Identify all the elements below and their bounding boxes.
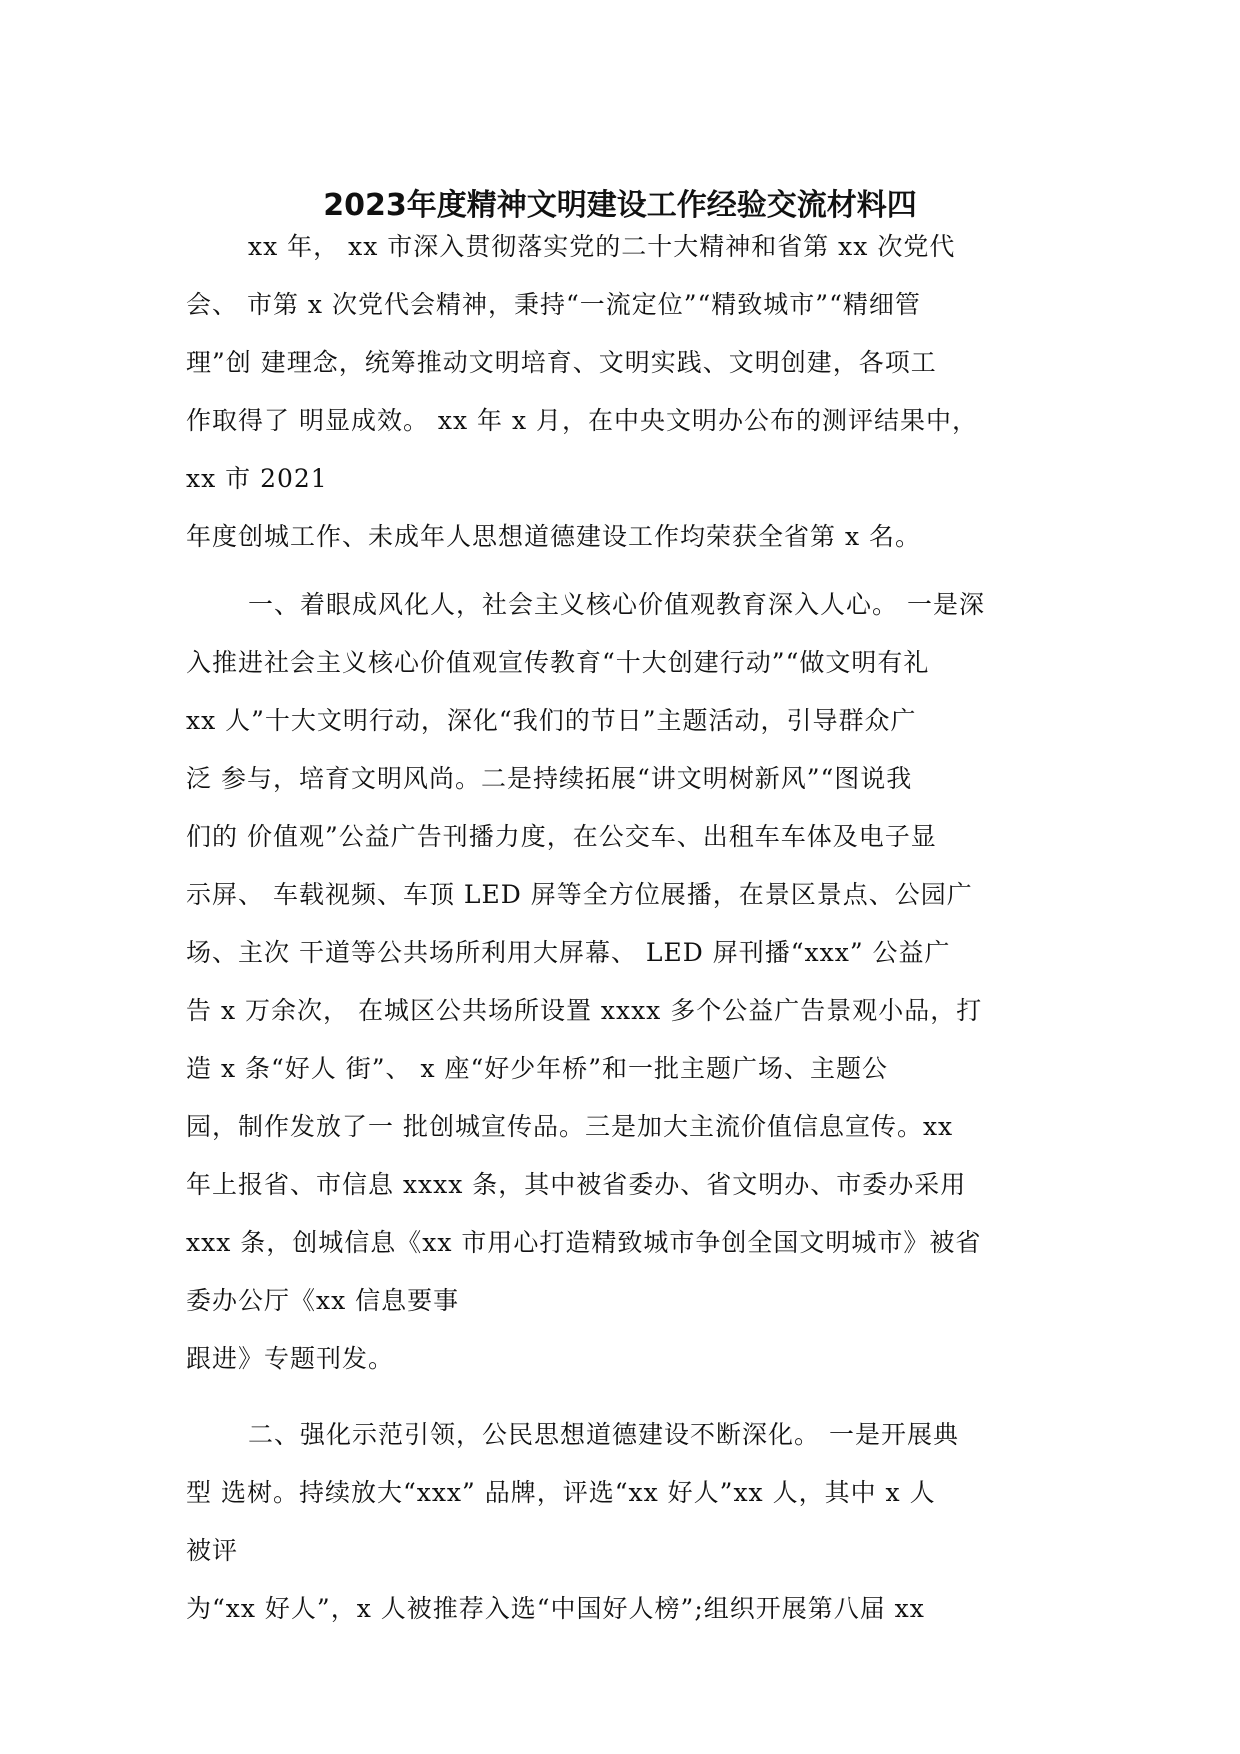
paragraph-line: 园，制作发放了一 批创城宣传品。三是加大主流价值信息宣传。xx [186, 1112, 954, 1141]
paragraph-line: 年度创城工作、未成年人思想道德建设工作均荣获全省第 x 名。 [186, 522, 921, 551]
paragraph-line: 泛 参与，培育文明风尚。二是持续拓展“讲文明树新风”“图说我 [186, 764, 913, 793]
paragraph-line: 为“xx 好人”，x 人被推荐入选“中国好人榜”;组织开展第八届 xx [186, 1594, 925, 1623]
paragraph-line: 会、 市第 x 次党代会精神，秉持“一流定位”“精致城市”“精细管 [186, 290, 921, 319]
paragraph-line: 们的 价值观”公益广告刊播力度，在公交车、出租车车体及电子显 [186, 822, 937, 851]
paragraph-line: xx 人”十大文明行动，深化“我们的节日”主题活动，引导群众广 [186, 706, 917, 735]
paragraph-line: 跟进》专题刊发。 [186, 1344, 395, 1373]
paragraph-line: 造 x 条“好人 街”、 x 座“好少年桥”和一批主题广场、主题公 [186, 1054, 889, 1083]
paragraph-line: 告 x 万余次， 在城区公共场所设置 xxxx 多个公益广告景观小品，打 [186, 996, 983, 1025]
paragraph-line: 一、着眼成风化人，社会主义核心价值观教育深入人心。 一是深 [248, 590, 985, 619]
paragraph-line: 作取得了 明显成效。 xx 年 x 月，在中央文明办公布的测评结果中， [186, 406, 979, 435]
paragraph-line: xx 年， xx 市深入贯彻落实党的二十大精神和省第 xx 次党代 [248, 232, 956, 261]
paragraph-line: 年上报省、市信息 xxxx 条，其中被省委办、省文明办、市委办采用 [186, 1170, 967, 1199]
paragraph-line: 委办公厅《xx 信息要事 [186, 1286, 460, 1315]
paragraph-line: xxx 条，创城信息《xx 市用心打造精致城市争创全国文明城市》被省 [186, 1228, 982, 1257]
paragraph-line: xx 市 2021 [186, 464, 328, 493]
paragraph-line: 理”创 建理念，统筹推动文明培育、文明实践、文明创建，各项工 [186, 348, 937, 377]
paragraph-line: 示屏、 车载视频、车顶 LED 屏等全方位展播，在景区景点、公园广 [186, 880, 973, 909]
paragraph-line: 场、主次 干道等公共场所利用大屏幕、 LED 屏刊播“xxx” 公益广 [186, 938, 951, 967]
paragraph-line: 被评 [186, 1536, 239, 1565]
document-title: 2023年度精神文明建设工作经验交流材料四 [323, 188, 917, 223]
paragraph-line: 入推进社会主义核心价值观宣传教育“十大创建行动”“做文明有礼 [186, 648, 930, 677]
paragraph-line: 二、强化示范引领，公民思想道德建设不断深化。 一是开展典 [248, 1420, 959, 1449]
paragraph-line: 型 选树。持续放大“xxx” 品牌，评选“xx 好人”xx 人，其中 x 人 [186, 1478, 936, 1507]
